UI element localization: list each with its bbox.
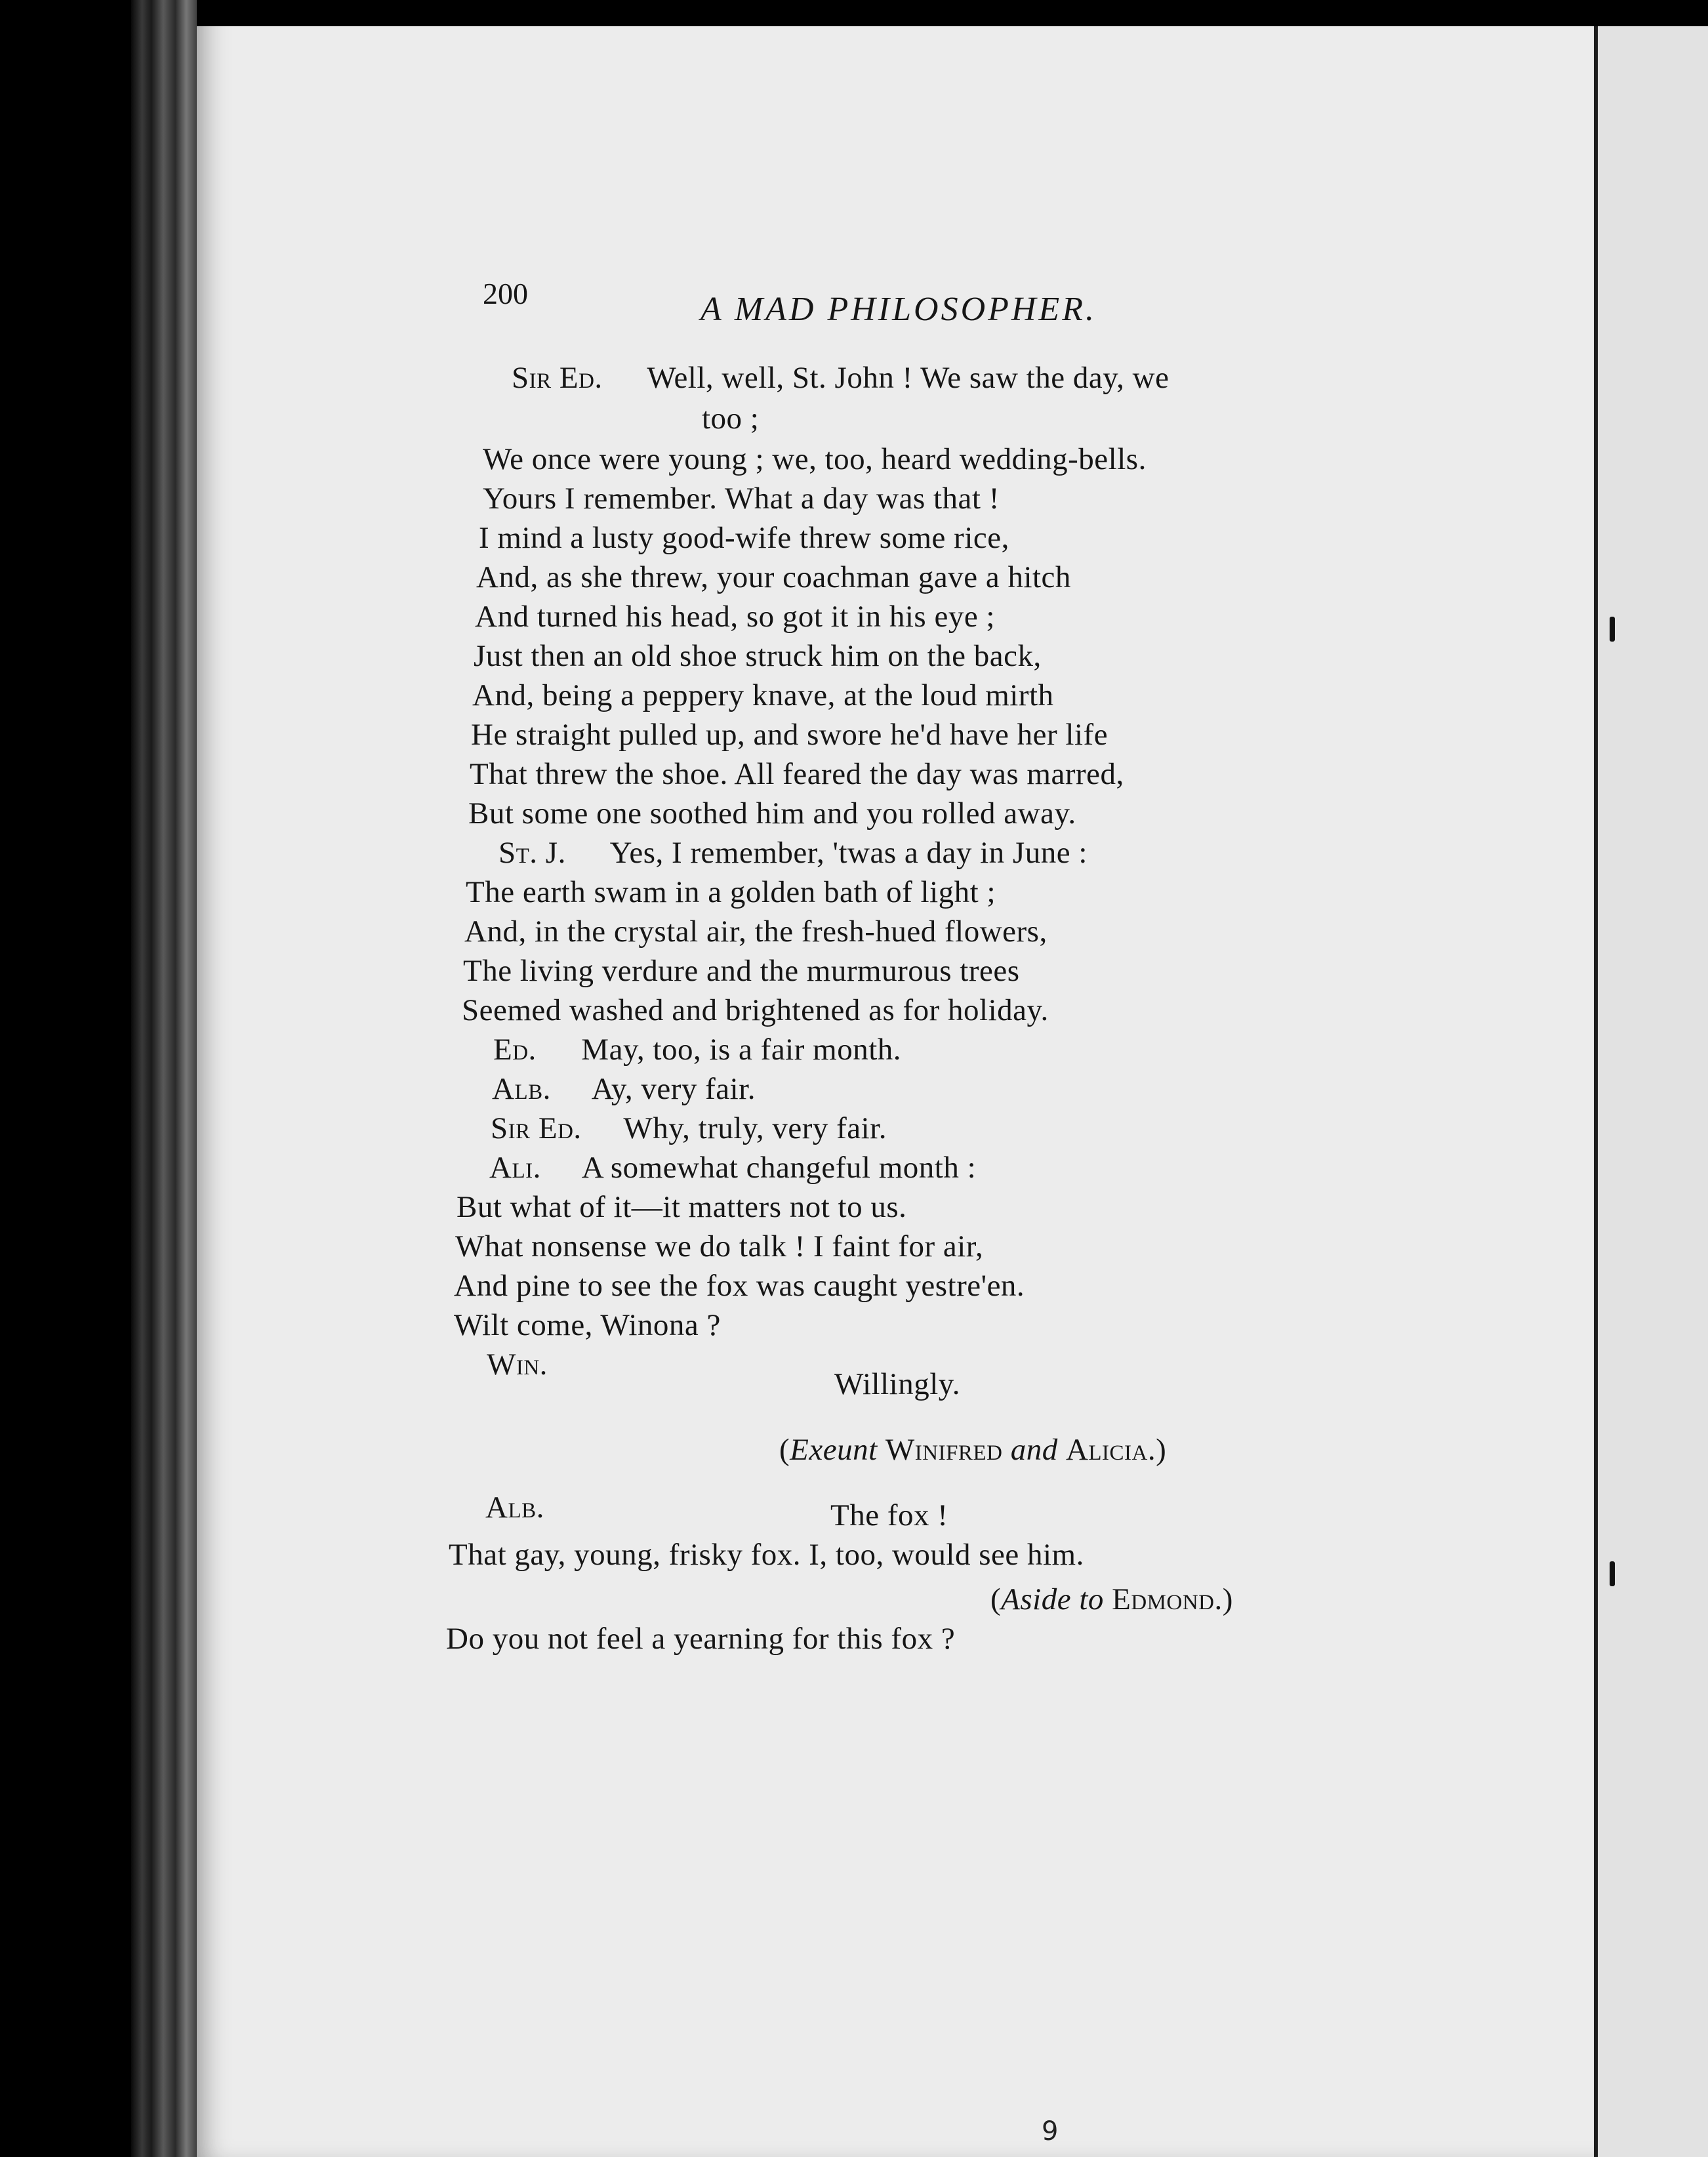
verse-line [454, 1267, 1025, 1304]
speaker-name: Ed. [493, 1033, 537, 1067]
verse-line [493, 1031, 901, 1068]
line-text: That gay, young, frisky fox. I, too, would see him. [449, 1538, 1084, 1572]
scan-footer-mark: 9 [1042, 2116, 1059, 2147]
line-text: Just then an old shoe struck him on the back, [474, 639, 1042, 673]
page-number: 200 [483, 277, 528, 310]
character-name: Winifred [885, 1433, 1003, 1467]
speaker-name: Ali. [489, 1151, 541, 1185]
line-text: We once were young ; we, too, heard wedding-bells. [483, 442, 1147, 476]
line-text: I mind a lusty good-wife threw some rice, [479, 521, 1009, 555]
paren: ) [1222, 1582, 1233, 1616]
line-text: The fox ! [830, 1498, 948, 1532]
verse-line [830, 1497, 948, 1534]
line-text: A somewhat changeful month : [581, 1151, 977, 1185]
direction-conjunction: and [1010, 1433, 1058, 1467]
line-text: That threw the shoe. All feared the day was marred, [470, 757, 1124, 791]
character-name: Edmond. [1112, 1582, 1223, 1616]
line-text: Yes, I remember, 'twas a day in June : [609, 836, 1088, 870]
verse-line [491, 1110, 887, 1147]
direction-verb: Aside to [1001, 1582, 1104, 1616]
verse-line [479, 520, 1009, 556]
line-text: Yours I remember. What a day was that ! [483, 482, 1000, 516]
line-text: What nonsense we do talk ! I faint for air, [455, 1229, 984, 1263]
verse-line [455, 1228, 983, 1265]
verse-line [446, 1620, 955, 1657]
verse-line [487, 1346, 548, 1383]
verse-line [454, 1307, 721, 1344]
line-text: The living verdure and the murmurous trees [463, 954, 1020, 988]
line-text: Why, truly, very fair. [623, 1111, 887, 1145]
speaker-name: Sir Ed. [491, 1111, 582, 1145]
verse-line [702, 400, 759, 437]
paren: ( [779, 1433, 790, 1467]
line-text: And, as she threw, your coachman gave a hitch [476, 560, 1071, 594]
speaker-name: Alb. [492, 1072, 551, 1106]
line-text: But some one soothed him and you rolled away. [468, 796, 1076, 831]
line-text: May, too, is a fair month. [581, 1033, 902, 1067]
stage-direction [990, 1581, 1233, 1618]
character-name: Alicia. [1065, 1433, 1156, 1467]
running-title: A MAD PHILOSOPHER. [701, 291, 1097, 328]
paren: ) [1156, 1433, 1167, 1467]
speaker-name: Win. [487, 1347, 548, 1382]
line-text: Willingly. [834, 1367, 960, 1401]
line-text: He straight pulled up, and swore he'd have her life [471, 718, 1108, 752]
verse-line [468, 795, 1076, 832]
direction-verb: Exeunt [790, 1433, 878, 1467]
verse-line [483, 480, 1000, 517]
line-text: Ay, very fair. [591, 1072, 756, 1106]
verse-line [834, 1366, 960, 1403]
speaker-name: St. J. [498, 836, 566, 870]
line-text: And, in the crystal air, the fresh-hued flowers, [464, 914, 1047, 949]
verse-line [462, 992, 1049, 1029]
line-text: And, being a peppery knave, at the loud mirth [472, 678, 1054, 712]
verse-line [449, 1536, 1084, 1573]
line-text: And turned his head, so got it in his eye ; [475, 600, 995, 634]
line-text: Seemed washed and brightened as for holiday. [462, 993, 1049, 1027]
paren: ( [990, 1582, 1002, 1616]
line-text: Wilt come, Winona ? [454, 1308, 721, 1342]
verse-line [457, 1189, 906, 1225]
verse-line [466, 874, 996, 911]
verse-line [512, 360, 1169, 396]
verse-line [464, 913, 1047, 950]
verse-line [485, 1489, 544, 1526]
verse-line [483, 441, 1147, 478]
line-text: But what of it—it matters not to us. [457, 1190, 907, 1224]
line-text: And pine to see the fox was caught yestre'en. [454, 1269, 1025, 1303]
verse-line [463, 953, 1019, 989]
stage-direction [779, 1431, 1166, 1468]
verse-line [489, 1149, 976, 1186]
line-text: too ; [702, 401, 760, 436]
verse-line [470, 756, 1124, 792]
verse-line [498, 834, 1088, 871]
verse-line [476, 559, 1071, 596]
line-text: Well, well, St. John ! We saw the day, we [647, 361, 1169, 395]
verse-line [471, 716, 1108, 753]
verse-line [475, 598, 995, 635]
verse-line [474, 638, 1042, 674]
speaker-name: Sir Ed. [512, 361, 603, 395]
line-text: Do you not feel a yearning for this fox ? [446, 1622, 956, 1656]
verse-line [492, 1071, 756, 1107]
line-text: The earth swam in a golden bath of light ; [466, 875, 996, 909]
verse-line [472, 677, 1054, 714]
speaker-name: Alb. [485, 1490, 544, 1525]
